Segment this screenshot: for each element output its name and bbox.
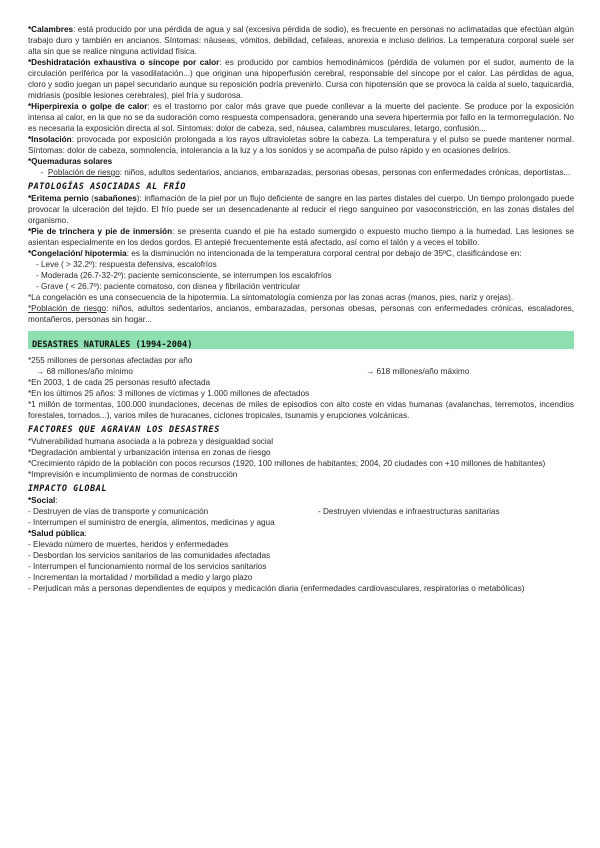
salud-item: - Perjudican más a personas dependientes de equipos y medicación diaria (enfermedades cardiovasculares, respiratorias o metabólicas) xyxy=(28,584,525,593)
social-item: - Destruyen de vías de transporte y comunicación xyxy=(28,507,209,516)
congelacion-paragraph xyxy=(28,248,574,259)
congelacion-title: *Congelación/ hipotermia xyxy=(28,249,127,258)
congelacion-note: *La congelación es una consecuencia de la hipotermia. La sintomatología comienza por las zonas acras (manos, pies, nariz y orejas). xyxy=(28,293,514,302)
calambres-title: *Calambres xyxy=(28,25,74,34)
social-title: *Social xyxy=(28,496,56,505)
grade-moderada: - Moderada (26.7-32-2º): paciente semiconsciente, se interrumpen los escalofríos xyxy=(36,271,332,280)
factor-item: *Vulnerabilidad humana asociada a la pobreza y desigualdad social xyxy=(28,437,274,446)
factor-item: *Imprevisión e incumplimiento de normas de construcción xyxy=(28,470,238,479)
desastres-range-row xyxy=(28,366,574,377)
desastres-line-4: *En los últimos 25 años: 3 millones de víctimas y 1.000 millones de afectados xyxy=(28,389,310,398)
salud-item: - Incrementan la mortalidad / morbilidad a medio y largo plazo xyxy=(28,573,253,582)
desastres-max: → 618 millones/año máximo xyxy=(366,367,470,376)
salud-colon: : xyxy=(84,529,87,538)
eritema-paren-close: ) xyxy=(136,194,140,203)
quemaduras-title-line xyxy=(28,156,574,167)
eritema-paren-open: ( xyxy=(88,194,95,203)
impacto-header: IMPACTO GLOBAL xyxy=(28,483,107,493)
desastres-banner xyxy=(28,331,574,349)
insolacion-title: *Insolación xyxy=(28,135,72,144)
eritema-title: *Eritema pernio xyxy=(28,194,89,203)
deshidratacion-text: : es producido por cambios hemodinámicos (pérdida de volumen por el sudor, aumento de la circulación periférica por la vasodilatación...) que originan una hipoperfusión cerebral, responsable del síncope por el calor. Las pérdidas de agua, cloro y sodio juegan un papel secundario aunque su reposición podría prevenirlo. Cursa con hipotensión que se provoca la caída al suelo, taquicardia, midriasis (posible lesiones cerebrales), piel fría y sudorosa. xyxy=(28,58,574,100)
social-item: - Interrumpen el suministro de energía, alimentos, medicinas y agua xyxy=(28,518,275,527)
salud-item: - Interrumpen el funcionamiento normal de los servicios sanitarios xyxy=(28,562,267,571)
hiperpirexia-paragraph xyxy=(28,101,574,134)
salud-item: - Desbordan los servicios sanitarios de las comunidades afectadas xyxy=(28,551,271,560)
calambres-paragraph xyxy=(28,24,574,57)
desastres-banner-title: DESASTRES NATURALES (1994-2004) xyxy=(32,340,193,350)
quemaduras-title: *Quemaduras solares xyxy=(28,157,113,166)
factor-item: *Crecimiento rápido de la población con pocos recursos (1920, 100 millones de habitantes; 2004, 20 ciudades con +10 millones de habitantes) xyxy=(28,459,546,468)
trinchera-title: *Pie de trinchera y pie de inmersión xyxy=(28,227,173,236)
social-title-line xyxy=(28,495,574,506)
desastres-line-3: *En 2003, 1 de cada 25 personas resultó afectada xyxy=(28,378,211,387)
frio-poblacion-label: *Población de riesgo xyxy=(28,304,107,313)
deshidratacion-paragraph xyxy=(28,57,574,101)
frio-section-header: PATOLOGÍAS ASOCIADAS AL FRÍO xyxy=(28,181,186,191)
grade-grave: - Grave ( < 26.7º): paciente comatoso, con disnea y fibrilación ventricular xyxy=(36,282,300,291)
trinchera-text: : se presenta cuando el pie ha estado sumergido o expuesto mucho tiempo a la humedad. Las lesiones se asientan especialmente en los dedos gordos. El antepié frecuentemente está afectado, así como el talón y a veces el tobillo. xyxy=(28,227,574,247)
congelacion-text: : es la disminución no intencionada de la temperatura corporal central por debajo de 35ºC, clasificándose en: xyxy=(126,249,522,258)
eritema-subtitle: sabañones xyxy=(94,194,137,203)
eritema-text: : inflamación de la piel por un flujo deficiente de sangre en las partes distales del cuerpo. Un tiempo prolongado puede provocar la ulceración del tejido. El frío puede ser un desencadenante al reducir el riego sanguíneo por vasoconstricción, en las zonas distales del organismo. xyxy=(28,194,574,225)
quemaduras-poblacion-label: Población de riesgo xyxy=(47,168,120,177)
quemaduras-poblacion-text: : niños, adultos sedentarios, ancianos, embarazadas, personas obesas, personas con enfermedades crónicas, deportistas... xyxy=(119,168,571,177)
grade-leve: - Leve ( > 32.2º): respuesta defensiva, escalofríos xyxy=(36,260,217,269)
document-page xyxy=(28,24,574,594)
desastres-min: → 68 millones/año mínimo xyxy=(36,367,133,376)
social-colon: : xyxy=(55,496,58,505)
social-item: - Destruyen viviendas e infraestructuras sanitarias xyxy=(318,507,500,516)
salud-title: *Salud pública xyxy=(28,529,85,538)
desastres-line-5: *1 millón de tormentas, 100.000 inundaciones, decenas de miles de episodios con alto coste en vidas humanas (avalanchas, terremotos, incendios forestales, tornados...), varios miles de huracanes, ciclones tropicales, tsunamis y erupciones volcánicas. xyxy=(28,400,574,420)
social-row xyxy=(28,506,574,517)
factor-item: *Degradación ambiental y urbanización intensa en zonas de riesgo xyxy=(28,448,271,457)
calambres-text: : está producido por una pérdida de agua y sal (excesiva pérdida de sodio), es frecuente en personas no aclimatadas que efectúan algún trabajo duro y también en ancianos. Síntomas: náuseas, vómitos, debilidad, cefaleas, anorexia e incluso delirios. La temperatura corporal suele ser alta sin que se realice ninguna actividad física. xyxy=(28,25,574,56)
insolacion-text: : provocada por exposición prolongada a los rayos ultravioletas sobre la cabeza. La temperatura y el pulso se puede mantener normal. Síntomas: dolor de cabeza, somnolencia, intolerancia a la luz y a los sonidos y se acompaña de pulso rápido y en ocasiones delirios. xyxy=(28,135,574,155)
eritema-paragraph xyxy=(28,193,574,226)
salud-title-line xyxy=(28,528,574,539)
trinchera-paragraph xyxy=(28,226,574,248)
salud-item: - Elevado número de muertes, heridos y enfermedades xyxy=(28,540,229,549)
frio-poblacion-text: : niños, adultos sedentarios, ancianos, embarazadas, personas obesas, personas con enfermedades crónicas, escaladores, montañeros, personas sin hogar... xyxy=(28,304,575,324)
deshidratacion-title: *Deshidratación exhaustiva o síncope por calor xyxy=(28,58,220,67)
hiperpirexia-title: *Hiperpirexia o golpe de calor xyxy=(28,102,148,111)
hiperpirexia-text: : es el trastorno por calor más grave que puede conllevar a la muerte del paciente. Se produce por la exposición intensa al calor, en la que no se da sudoración como respuesta compensadora, generando una severa hipertermia por fallo en la termorregulación. No es necesaria la exposición directa al sol. Síntomas: dolor de cabeza, sed, náusea, calambres musculares, letargo, confusión... xyxy=(28,102,574,133)
insolacion-paragraph xyxy=(28,134,574,156)
quemaduras-poblacion: - Población de riesgo: niños, adultos sedentarios, ancianos, embarazadas, personas obesas, personas con enfermedades crónicas, deportistas... xyxy=(36,168,571,177)
desastres-line-1: *255 millones de personas afectadas por año xyxy=(28,356,193,365)
frio-poblacion xyxy=(28,303,574,325)
factores-header: FACTORES QUE AGRAVAN LOS DESASTRES xyxy=(28,424,220,434)
